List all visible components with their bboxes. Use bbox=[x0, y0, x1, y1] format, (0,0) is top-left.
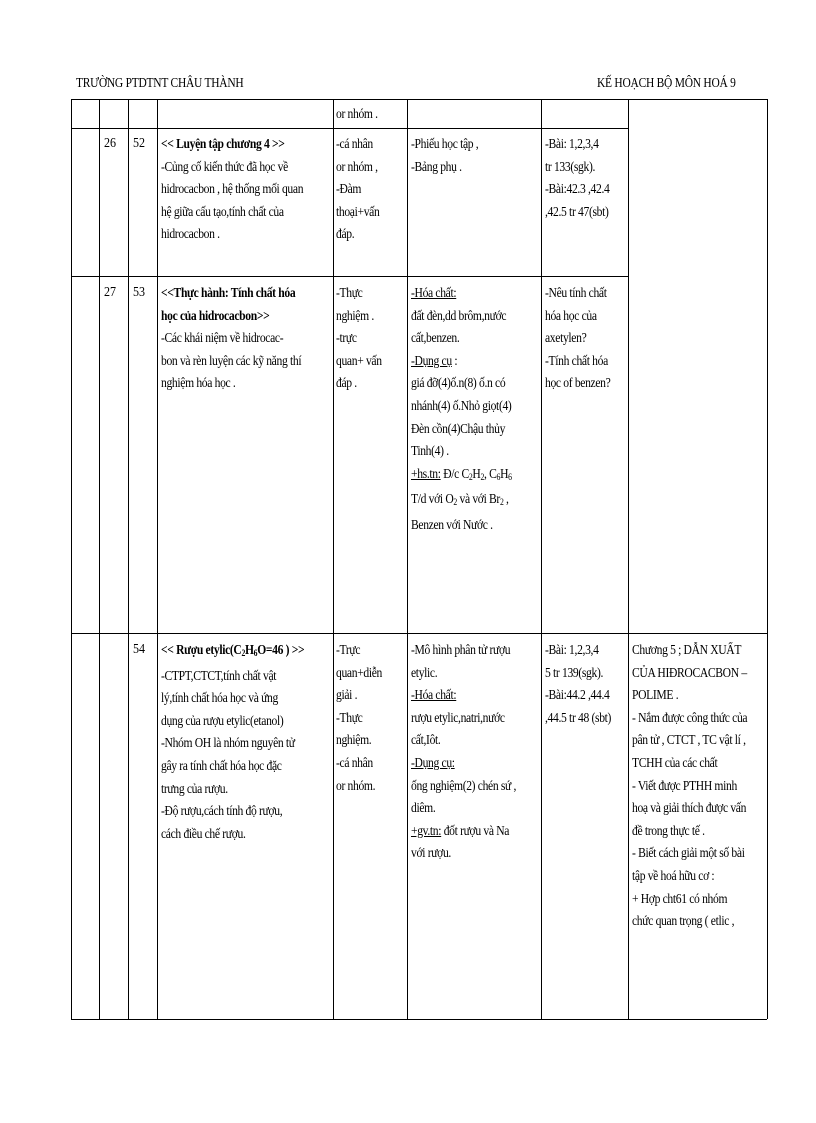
row3-content: << Rượu $etylic(C_2H_6O=46$ ) >> -CTPT,CTCT,tính chất vật lý,tính chất hóa học và ứng dụng của rượu etylic(etanol) -Nhóm OH là nhóm nguyên tử gây ra tính chất hóa học đặc trưng của rượu. -Độ rượu,cách tính độ rượu, cách điều chế rượu. bbox=[161, 639, 304, 845]
row3-period: 54 bbox=[133, 642, 146, 657]
row-divider bbox=[71, 128, 628, 129]
row2-method: -Thực nghiệm . -trực quan+ vấn đáp . bbox=[336, 285, 382, 391]
column-divider bbox=[628, 99, 629, 1019]
row3-title: << Rượu $etylic(C_2H_6O=46$ ) >> bbox=[161, 642, 305, 658]
header-plan-title: KẾ HOẠCH BỘ MÔN HOÁ 9 bbox=[597, 76, 736, 91]
column-divider bbox=[407, 99, 408, 1019]
student-experiment-line: +hs.tn: Đ/c $C_2H_2$, $C_6H_6$ bbox=[411, 465, 512, 482]
chemicals-heading: -Hóa chất: bbox=[411, 687, 457, 703]
row-divider bbox=[71, 633, 767, 634]
column-divider bbox=[128, 99, 129, 1019]
teacher-experiment-line: +gv.tn: đốt rượu và Na bbox=[411, 822, 510, 838]
row2-materials: -Hóa chất: đất đèn,dd brôm,nước cất,benzen. -Dụng cụ : giá đỡ(4)ố.n(8) ố.n có nhánh(4) ố.Nhỏ giọt(4) Đèn cồn(4)Chậu thủy Tinh(4) . +hs.tn: Đ/c $C_2H_2$, $C_6H_6$ T/d với $O_2$ và với $Br_2$ , Benzen với Nước . bbox=[411, 282, 512, 537]
tools-heading: -Dụng cụ: bbox=[411, 754, 455, 770]
column-divider bbox=[99, 99, 100, 1019]
column-divider bbox=[71, 99, 72, 1019]
table-top-border bbox=[71, 99, 767, 100]
chemicals-heading: -Hóa chất: bbox=[411, 285, 457, 300]
row1-method: -cá nhân or nhóm , -Đàm thoại+vấn đáp. bbox=[336, 136, 380, 242]
table-bottom-border bbox=[71, 1019, 767, 1020]
row1-exercises: -Bài: 1,2,3,4 tr 133(sgk). -Bài:42.3 ,42.4 ,42.5 tr 47(sbt) bbox=[545, 136, 610, 219]
row1-week: 26 bbox=[104, 136, 117, 151]
row1-title: << Luyện tập chương 4 >> bbox=[161, 136, 285, 151]
row1-content: << Luyện tập chương 4 >> -Củng cố kiến thức đã học về hidrocacbon , hệ thống mối quan hệ giữa cấu tạo,tính chất của hidrocacbon . bbox=[161, 133, 303, 246]
row-divider bbox=[71, 276, 628, 277]
column-divider bbox=[157, 99, 158, 1019]
row3-notes: Chương 5 ; DẪN XUẤT CỦA HIĐROCACBON – POLIME . - Nắm được công thức của pân tử , CTCT , TC vật lí , TCHH của các chất - Viết được PTHH minh hoạ và giải thích được vấn đề trong thực tế . - Biết cách giải một số bài tập về hoá hữu cơ : + Hợp cht61 có nhóm chức quan trọng ( etlic , bbox=[632, 642, 748, 929]
row0-method: or nhóm . bbox=[336, 106, 378, 121]
row2-week: 27 bbox=[104, 285, 117, 300]
row2-exercises: -Nêu tính chất hóa học của axetylen? -Tính chất hóa học of benzen? bbox=[545, 285, 611, 391]
tools-heading: -Dụng cụ : bbox=[411, 352, 458, 368]
row3-method: -Trực quan+diễn giải . -Thực nghiệm. -cá nhân or nhóm. bbox=[336, 642, 383, 793]
header-school: TRƯỜNG PTDTNT CHÂU THÀNH bbox=[76, 76, 244, 91]
row2-period: 53 bbox=[133, 285, 146, 300]
column-divider bbox=[767, 99, 768, 1019]
row2-title: <<Thực hành: Tính chất hóa học của hidrocacbon>> bbox=[161, 285, 296, 323]
row1-materials: -Phiếu học tập , -Bảng phụ . bbox=[411, 136, 479, 174]
row1-period: 52 bbox=[133, 136, 146, 151]
column-divider bbox=[541, 99, 542, 1019]
column-divider bbox=[333, 99, 334, 1019]
row2-content: <<Thực hành: Tính chất hóa học của hidrocacbon>> -Các khái niệm về hidrocac- bon và rèn luyện các kỹ năng thí nghiệm hóa học . bbox=[161, 282, 301, 395]
row3-materials: -Mô hình phân tử rượu etylic. -Hóa chất: rượu etylic,natri,nước cất,Iôt. -Dụng cụ: ống nghiệm(2) chén sứ , diêm. +gv.tn: đốt rượu và Na với rượu. bbox=[411, 642, 517, 861]
row3-exercises: -Bài: 1,2,3,4 5 tr 139(sgk). -Bài:44.2 ,44.4 ,44.5 tr 48 (sbt) bbox=[545, 642, 612, 725]
